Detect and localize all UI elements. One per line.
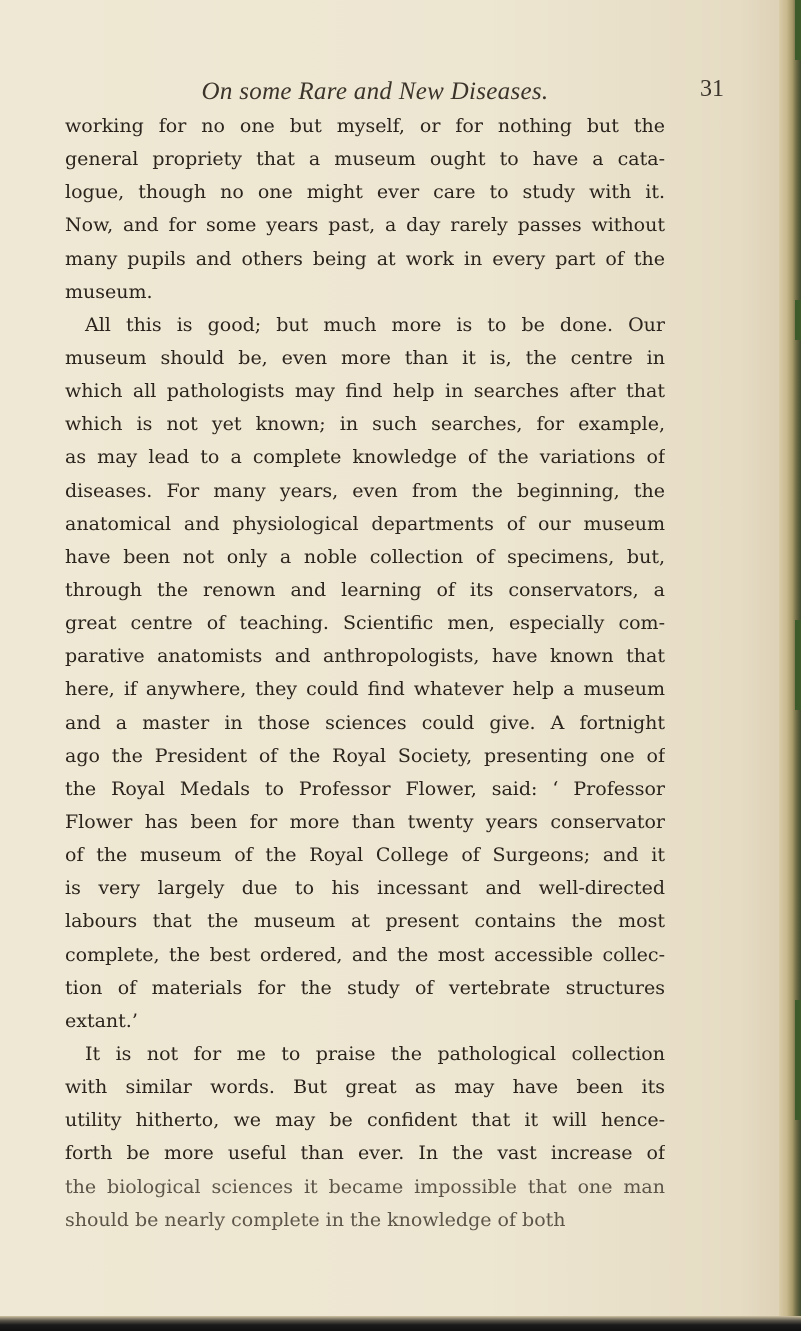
page-number: 31 xyxy=(700,76,724,102)
page-edge-shadow xyxy=(795,0,801,60)
page-bottom-shadow xyxy=(0,1316,801,1331)
text-line: extant.’ xyxy=(65,1009,138,1032)
text-line: with similar words. But great as may have been its xyxy=(65,1076,665,1099)
text-line: the biological sciences it became impossible that one man xyxy=(65,1175,665,1198)
text-line: It is not for me to praise the pathological collection xyxy=(85,1042,665,1065)
text-line: parative anatomists and anthropologists, have known that xyxy=(65,645,665,668)
text-line: complete, the best ordered, and the most accessible collec- xyxy=(65,943,665,966)
text-line: as may lead to a complete knowledge of the variations of xyxy=(65,446,665,469)
text-line: forth be more useful than ever. In the vast increase of xyxy=(65,1142,665,1165)
text-line: labours that the museum at present contains the most xyxy=(65,910,665,933)
text-line: general propriety that a museum ought to have a cata- xyxy=(65,148,665,171)
page-edge-shadow xyxy=(795,300,801,340)
body-text xyxy=(65,110,665,1237)
text-line: have been not only a noble collection of specimens, but, xyxy=(65,545,665,568)
text-line: tion of materials for the study of vertebrate structures xyxy=(65,976,665,999)
text-line: and a master in those sciences could give. A fortnight xyxy=(65,711,665,734)
text-line: utility hitherto, we may be confident that it will hence- xyxy=(65,1109,665,1132)
running-header: On some Rare and New Diseases. xyxy=(201,78,549,105)
text-line: the Royal Medals to Professor Flower, said: ‘ Professor xyxy=(65,777,665,800)
text-line: working for no one but myself, or for nothing but the xyxy=(65,115,665,137)
page-edge-shadow xyxy=(795,1000,801,1120)
text-line: anatomical and physiological departments of our museum xyxy=(65,512,665,535)
text-line: museum should be, even more than it is, the centre in xyxy=(65,346,665,369)
text-line: should be nearly complete in the knowledge of both xyxy=(65,1208,566,1231)
text-line: Now, and for some years past, a day rarely passes without xyxy=(65,214,665,237)
page-edge-shadow xyxy=(795,620,801,710)
text-line: is very largely due to his incessant and well-directed xyxy=(65,877,665,900)
text-line: Flower has been for more than twenty years conservator xyxy=(65,810,665,833)
text-line: museum. xyxy=(65,280,153,303)
text-line: great centre of teaching. Scientific men, especially com- xyxy=(65,612,665,635)
text-line: ago the President of the Royal Society, presenting one of xyxy=(65,744,665,767)
text-line: of the museum of the Royal College of Surgeons; and it xyxy=(65,844,665,867)
text-line: which is not yet known; in such searches, for example, xyxy=(65,413,665,436)
text-line: here, if anywhere, they could find whatever help a museum xyxy=(65,678,665,701)
text-line: many pupils and others being at work in every part of the xyxy=(65,247,665,270)
text-line: which all pathologists may find help in searches after that xyxy=(65,380,665,403)
text-line: diseases. For many years, even from the beginning, the xyxy=(65,479,665,502)
text-line: All this is good; but much more is to be done. Our xyxy=(85,313,665,336)
text-line: logue, though no one might ever care to study with it. xyxy=(65,181,665,204)
text-line: through the renown and learning of its conservators, a xyxy=(65,578,665,601)
